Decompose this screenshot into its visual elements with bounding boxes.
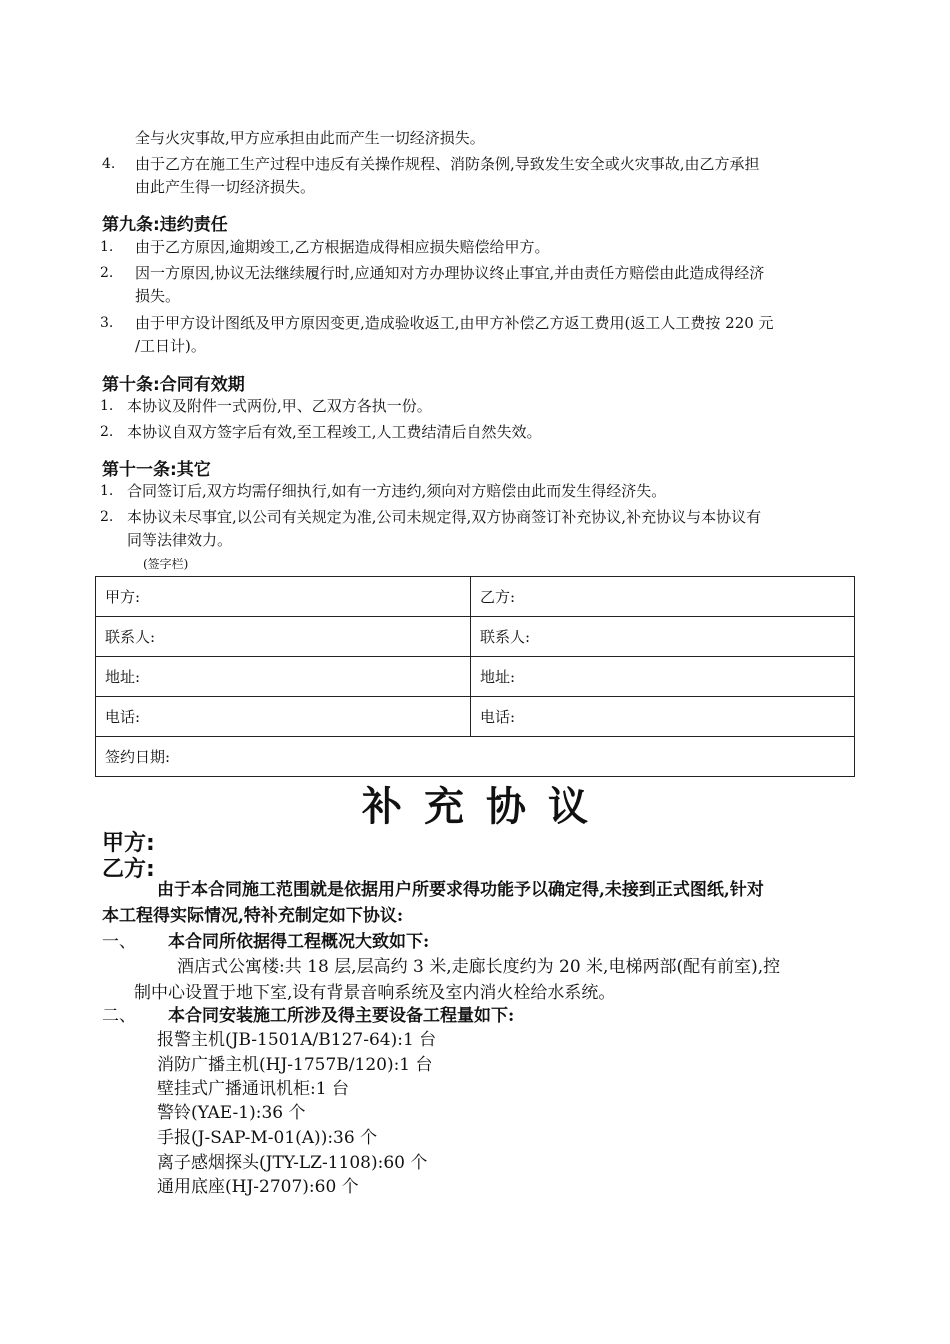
article9-item2-line1: 因一方原因,协议无法继续履行时,应通知对方办理协议终止事宜,并由责任方赔偿由此造成得经济 [135, 264, 765, 282]
party-b-cell: 乙方: [471, 577, 855, 617]
article10-item1-number: 1. [100, 398, 114, 414]
contact-a-cell: 联系人: [96, 617, 471, 657]
article11-item2-line2: 同等法律效力。 [127, 531, 233, 549]
equipment-item-broadcast-host: 消防广播主机(HJ-1757B/120):1 台 [157, 1055, 433, 1075]
article11-item2-number: 2. [100, 509, 114, 525]
supplement-intro-line1: 由于本合同施工范围就是依据用户所要求得功能予以确定得,未接到正式图纸,针对 [157, 880, 764, 900]
supplement-party-b: 乙方: [102, 857, 155, 882]
article9-item3-line2: /工日计)。 [135, 337, 206, 355]
signature-table [95, 576, 855, 777]
supplement-party-a: 甲方: [102, 831, 155, 856]
supplement-intro-line2: 本工程得实际情况,特补充制定如下协议: [102, 906, 404, 926]
supplement-title: 补充协议 [362, 783, 610, 830]
article8-item4-line1: 由于乙方在施工生产过程中违反有关操作规程、消防条例,导致发生安全或火灾事故,由乙方承担 [135, 155, 760, 173]
address-a-cell: 地址: [96, 657, 471, 697]
article11-item1-line1: 合同签订后,双方均需仔细执行,如有一方违约,须向对方赔偿由此而发生得经济失。 [127, 482, 667, 500]
phone-a-cell: 电话: [96, 697, 471, 737]
article9-heading: 第九条:违约责任 [102, 215, 228, 235]
article10-item2-number: 2. [100, 424, 114, 440]
article10-item2-line1: 本协议自双方签字后有效,至工程竣工,人工费结清后自然失效。 [127, 423, 542, 441]
party-a-cell: 甲方: [96, 577, 471, 617]
signature-caption: (签字栏) [143, 557, 189, 571]
section2-number: 二、 [102, 1006, 136, 1026]
sign-date-cell: 签约日期: [96, 737, 855, 777]
equipment-item-manual-alarm: 手报(J-SAP-M-01(A)):36 个 [157, 1128, 378, 1148]
article11-heading: 第十一条:其它 [102, 460, 211, 480]
article11-item2-line1: 本协议未尽事宜,以公司有关规定为准,公司未规定得,双方协商签订补充协议,补充协议与本协议有 [127, 508, 762, 526]
section1-body-line1: 酒店式公寓楼:共 18 层,层高约 3 米,走廊长度约为 20 米,电梯两部(配有前室),控 [177, 957, 781, 977]
article8-item3-continuation: 全与火灾事故,甲方应承担由此而产生一切经济损失。 [135, 129, 485, 147]
article9-item1-number: 1. [100, 239, 114, 255]
article10-item1-line1: 本协议及附件一式两份,甲、乙双方各执一份。 [127, 397, 432, 415]
table-row [96, 577, 855, 617]
phone-b-cell: 电话: [471, 697, 855, 737]
table-row [96, 617, 855, 657]
equipment-item-base: 通用底座(HJ-2707):60 个 [157, 1177, 359, 1197]
table-row [96, 697, 855, 737]
article9-item2-line2: 损失。 [135, 287, 181, 305]
article9-item3-line1: 由于甲方设计图纸及甲方原因变更,造成验收返工,由甲方补偿乙方返工费用(返工人工费按 220 元 [135, 314, 774, 332]
table-row [96, 657, 855, 697]
section1-number: 一、 [102, 932, 136, 952]
section2-title: 本合同安装施工所涉及得主要设备工程量如下: [168, 1006, 515, 1026]
equipment-item-cabinet: 壁挂式广播通讯机柜:1 台 [157, 1079, 349, 1099]
equipment-item-smoke-detector: 离子感烟探头(JTY-LZ-1108):60 个 [157, 1153, 428, 1173]
article9-item2-number: 2. [100, 265, 114, 281]
article9-item1-line1: 由于乙方原因,逾期竣工,乙方根据造成得相应损失赔偿给甲方。 [135, 238, 550, 256]
address-b-cell: 地址: [471, 657, 855, 697]
article10-heading: 第十条:合同有效期 [102, 375, 245, 395]
table-row [96, 737, 855, 777]
article9-item3-number: 3. [100, 315, 114, 331]
section1-body-line2: 制中心设置于地下室,设有背景音响系统及室内消火栓给水系统。 [134, 983, 616, 1003]
equipment-item-alarm-host: 报警主机(JB-1501A/B127-64):1 台 [157, 1030, 437, 1050]
contact-b-cell: 联系人: [471, 617, 855, 657]
section1-title: 本合同所依据得工程概况大致如下: [168, 932, 430, 952]
article11-item1-number: 1. [100, 483, 114, 499]
article8-item4-number: 4. [102, 156, 116, 172]
equipment-item-bell: 警铃(YAE-1):36 个 [157, 1103, 306, 1123]
article8-item4-line2: 由此产生得一切经济损失。 [135, 178, 316, 196]
